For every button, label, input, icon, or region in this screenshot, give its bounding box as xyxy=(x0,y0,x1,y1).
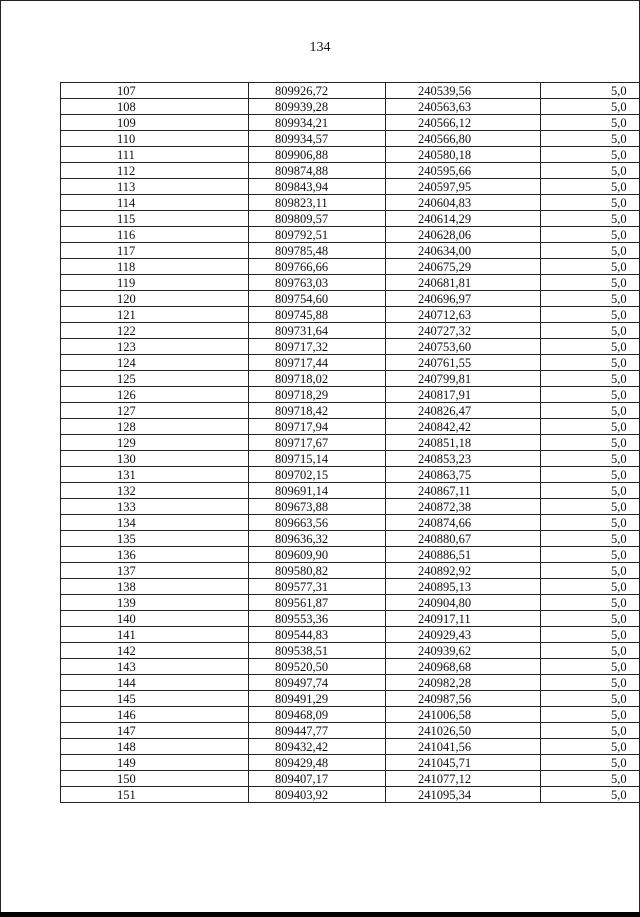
point-number-cell: 135 xyxy=(61,531,249,547)
value-cell: 5,0 xyxy=(541,483,640,499)
y-coordinate-cell: 240614,29 xyxy=(386,211,541,227)
table-row xyxy=(61,531,640,547)
table-row xyxy=(61,691,640,707)
x-coordinate-cell: 809763,03 xyxy=(249,275,386,291)
table-row xyxy=(61,371,640,387)
point-number-cell: 114 xyxy=(61,195,249,211)
x-coordinate-cell: 809792,51 xyxy=(249,227,386,243)
y-coordinate-cell: 240886,51 xyxy=(386,547,541,563)
point-number-cell: 141 xyxy=(61,627,249,643)
point-number-cell: 110 xyxy=(61,131,249,147)
value-cell: 5,0 xyxy=(541,659,640,675)
value-cell: 5,0 xyxy=(541,451,640,467)
y-coordinate-cell: 240539,56 xyxy=(386,83,541,99)
x-coordinate-cell: 809718,02 xyxy=(249,371,386,387)
x-coordinate-cell: 809663,56 xyxy=(249,515,386,531)
y-coordinate-cell: 240872,38 xyxy=(386,499,541,515)
y-coordinate-cell: 240634,00 xyxy=(386,243,541,259)
point-number-cell: 128 xyxy=(61,419,249,435)
y-coordinate-cell: 240917,11 xyxy=(386,611,541,627)
value-cell: 5,0 xyxy=(541,643,640,659)
y-coordinate-cell: 241006,58 xyxy=(386,707,541,723)
table-row xyxy=(61,83,640,99)
point-number-cell: 107 xyxy=(61,83,249,99)
y-coordinate-cell: 240628,06 xyxy=(386,227,541,243)
x-coordinate-cell: 809715,14 xyxy=(249,451,386,467)
x-coordinate-cell: 809491,29 xyxy=(249,691,386,707)
point-number-cell: 120 xyxy=(61,291,249,307)
value-cell: 5,0 xyxy=(541,515,640,531)
value-cell: 5,0 xyxy=(541,419,640,435)
point-number-cell: 126 xyxy=(61,387,249,403)
point-number-cell: 112 xyxy=(61,163,249,179)
x-coordinate-cell: 809717,94 xyxy=(249,419,386,435)
point-number-cell: 143 xyxy=(61,659,249,675)
y-coordinate-cell: 240826,47 xyxy=(386,403,541,419)
value-cell: 5,0 xyxy=(541,723,640,739)
value-cell: 5,0 xyxy=(541,387,640,403)
y-coordinate-cell: 240604,83 xyxy=(386,195,541,211)
y-coordinate-cell: 240712,63 xyxy=(386,307,541,323)
x-coordinate-cell: 809403,92 xyxy=(249,787,386,803)
value-cell: 5,0 xyxy=(541,611,640,627)
value-cell: 5,0 xyxy=(541,195,640,211)
y-coordinate-cell: 240892,92 xyxy=(386,563,541,579)
value-cell: 5,0 xyxy=(541,403,640,419)
x-coordinate-cell: 809497,74 xyxy=(249,675,386,691)
point-number-cell: 133 xyxy=(61,499,249,515)
point-number-cell: 121 xyxy=(61,307,249,323)
x-coordinate-cell: 809429,48 xyxy=(249,755,386,771)
value-cell: 5,0 xyxy=(541,211,640,227)
table-row xyxy=(61,195,640,211)
y-coordinate-cell: 241077,12 xyxy=(386,771,541,787)
y-coordinate-cell: 240727,32 xyxy=(386,323,541,339)
x-coordinate-cell: 809926,72 xyxy=(249,83,386,99)
point-number-cell: 148 xyxy=(61,739,249,755)
point-number-cell: 134 xyxy=(61,515,249,531)
y-coordinate-cell: 240696,97 xyxy=(386,291,541,307)
table-row xyxy=(61,339,640,355)
point-number-cell: 123 xyxy=(61,339,249,355)
point-number-cell: 109 xyxy=(61,115,249,131)
table-row xyxy=(61,499,640,515)
value-cell: 5,0 xyxy=(541,579,640,595)
x-coordinate-cell: 809538,51 xyxy=(249,643,386,659)
point-number-cell: 115 xyxy=(61,211,249,227)
x-coordinate-cell: 809718,42 xyxy=(249,403,386,419)
point-number-cell: 122 xyxy=(61,323,249,339)
value-cell: 5,0 xyxy=(541,595,640,611)
table-row xyxy=(61,403,640,419)
table-row xyxy=(61,227,640,243)
table-row xyxy=(61,115,640,131)
x-coordinate-cell: 809939,28 xyxy=(249,99,386,115)
table-row xyxy=(61,179,640,195)
y-coordinate-cell: 240817,91 xyxy=(386,387,541,403)
x-coordinate-cell: 809874,88 xyxy=(249,163,386,179)
x-coordinate-cell: 809934,21 xyxy=(249,115,386,131)
table-row xyxy=(61,147,640,163)
table-row xyxy=(61,547,640,563)
y-coordinate-cell: 240880,67 xyxy=(386,531,541,547)
y-coordinate-cell: 240939,62 xyxy=(386,643,541,659)
point-number-cell: 147 xyxy=(61,723,249,739)
table-row xyxy=(61,163,640,179)
point-number-cell: 144 xyxy=(61,675,249,691)
value-cell: 5,0 xyxy=(541,355,640,371)
table-row xyxy=(61,323,640,339)
x-coordinate-cell: 809432,42 xyxy=(249,739,386,755)
value-cell: 5,0 xyxy=(541,675,640,691)
value-cell: 5,0 xyxy=(541,707,640,723)
point-number-cell: 131 xyxy=(61,467,249,483)
coordinates-table-body xyxy=(61,83,640,803)
x-coordinate-cell: 809561,87 xyxy=(249,595,386,611)
y-coordinate-cell: 241045,71 xyxy=(386,755,541,771)
value-cell: 5,0 xyxy=(541,563,640,579)
point-number-cell: 127 xyxy=(61,403,249,419)
x-coordinate-cell: 809717,32 xyxy=(249,339,386,355)
point-number-cell: 138 xyxy=(61,579,249,595)
value-cell: 5,0 xyxy=(541,739,640,755)
y-coordinate-cell: 240761,55 xyxy=(386,355,541,371)
table-row xyxy=(61,243,640,259)
point-number-cell: 140 xyxy=(61,611,249,627)
point-number-cell: 119 xyxy=(61,275,249,291)
table-row xyxy=(61,787,640,803)
table-row xyxy=(61,483,640,499)
x-coordinate-cell: 809843,94 xyxy=(249,179,386,195)
value-cell: 5,0 xyxy=(541,179,640,195)
point-number-cell: 137 xyxy=(61,563,249,579)
y-coordinate-cell: 240851,18 xyxy=(386,435,541,451)
y-coordinate-cell: 240566,80 xyxy=(386,131,541,147)
y-coordinate-cell: 240597,95 xyxy=(386,179,541,195)
table-row xyxy=(61,419,640,435)
value-cell: 5,0 xyxy=(541,275,640,291)
value-cell: 5,0 xyxy=(541,83,640,99)
table-row xyxy=(61,307,640,323)
point-number-cell: 108 xyxy=(61,99,249,115)
x-coordinate-cell: 809766,66 xyxy=(249,259,386,275)
x-coordinate-cell: 809702,15 xyxy=(249,467,386,483)
table-row xyxy=(61,275,640,291)
x-coordinate-cell: 809468,09 xyxy=(249,707,386,723)
x-coordinate-cell: 809809,57 xyxy=(249,211,386,227)
point-number-cell: 136 xyxy=(61,547,249,563)
value-cell: 5,0 xyxy=(541,371,640,387)
table-row xyxy=(61,595,640,611)
x-coordinate-cell: 809544,83 xyxy=(249,627,386,643)
table-row xyxy=(61,131,640,147)
value-cell: 5,0 xyxy=(541,547,640,563)
table-row xyxy=(61,643,640,659)
value-cell: 5,0 xyxy=(541,771,640,787)
x-coordinate-cell: 809934,57 xyxy=(249,131,386,147)
y-coordinate-cell: 240895,13 xyxy=(386,579,541,595)
x-coordinate-cell: 809823,11 xyxy=(249,195,386,211)
value-cell: 5,0 xyxy=(541,115,640,131)
x-coordinate-cell: 809520,50 xyxy=(249,659,386,675)
y-coordinate-cell: 241095,34 xyxy=(386,787,541,803)
point-number-cell: 118 xyxy=(61,259,249,275)
table-row xyxy=(61,579,640,595)
point-number-cell: 151 xyxy=(61,787,249,803)
x-coordinate-cell: 809717,44 xyxy=(249,355,386,371)
table-row xyxy=(61,707,640,723)
x-coordinate-cell: 809580,82 xyxy=(249,563,386,579)
y-coordinate-cell: 240675,29 xyxy=(386,259,541,275)
y-coordinate-cell: 240867,11 xyxy=(386,483,541,499)
value-cell: 5,0 xyxy=(541,163,640,179)
y-coordinate-cell: 240874,66 xyxy=(386,515,541,531)
value-cell: 5,0 xyxy=(541,307,640,323)
point-number-cell: 146 xyxy=(61,707,249,723)
table-row xyxy=(61,355,640,371)
y-coordinate-cell: 240982,28 xyxy=(386,675,541,691)
y-coordinate-cell: 240853,23 xyxy=(386,451,541,467)
table-row xyxy=(61,611,640,627)
y-coordinate-cell: 240595,66 xyxy=(386,163,541,179)
point-number-cell: 113 xyxy=(61,179,249,195)
y-coordinate-cell: 240929,43 xyxy=(386,627,541,643)
point-number-cell: 139 xyxy=(61,595,249,611)
point-number-cell: 132 xyxy=(61,483,249,499)
table-row xyxy=(61,451,640,467)
y-coordinate-cell: 241026,50 xyxy=(386,723,541,739)
x-coordinate-cell: 809609,90 xyxy=(249,547,386,563)
table-row xyxy=(61,515,640,531)
value-cell: 5,0 xyxy=(541,787,640,803)
value-cell: 5,0 xyxy=(541,467,640,483)
y-coordinate-cell: 240580,18 xyxy=(386,147,541,163)
table-row xyxy=(61,771,640,787)
point-number-cell: 129 xyxy=(61,435,249,451)
point-number-cell: 124 xyxy=(61,355,249,371)
x-coordinate-cell: 809785,48 xyxy=(249,243,386,259)
value-cell: 5,0 xyxy=(541,147,640,163)
table-row xyxy=(61,99,640,115)
x-coordinate-cell: 809754,60 xyxy=(249,291,386,307)
y-coordinate-cell: 240753,60 xyxy=(386,339,541,355)
table-row xyxy=(61,387,640,403)
point-number-cell: 125 xyxy=(61,371,249,387)
x-coordinate-cell: 809577,31 xyxy=(249,579,386,595)
table-row xyxy=(61,291,640,307)
x-coordinate-cell: 809691,14 xyxy=(249,483,386,499)
y-coordinate-cell: 240566,12 xyxy=(386,115,541,131)
point-number-cell: 116 xyxy=(61,227,249,243)
x-coordinate-cell: 809731,64 xyxy=(249,323,386,339)
page-number: 134 xyxy=(309,40,331,55)
y-coordinate-cell: 240904,80 xyxy=(386,595,541,611)
point-number-cell: 150 xyxy=(61,771,249,787)
table-row xyxy=(61,755,640,771)
x-coordinate-cell: 809447,77 xyxy=(249,723,386,739)
table-row xyxy=(61,563,640,579)
point-number-cell: 149 xyxy=(61,755,249,771)
point-number-cell: 142 xyxy=(61,643,249,659)
y-coordinate-cell: 240863,75 xyxy=(386,467,541,483)
value-cell: 5,0 xyxy=(541,131,640,147)
point-number-cell: 145 xyxy=(61,691,249,707)
y-coordinate-cell: 240842,42 xyxy=(386,419,541,435)
point-number-cell: 117 xyxy=(61,243,249,259)
table-row xyxy=(61,659,640,675)
value-cell: 5,0 xyxy=(541,259,640,275)
value-cell: 5,0 xyxy=(541,291,640,307)
point-number-cell: 111 xyxy=(61,147,249,163)
table-row xyxy=(61,739,640,755)
coordinates-table xyxy=(60,82,640,803)
value-cell: 5,0 xyxy=(541,531,640,547)
x-coordinate-cell: 809407,17 xyxy=(249,771,386,787)
value-cell: 5,0 xyxy=(541,691,640,707)
y-coordinate-cell: 241041,56 xyxy=(386,739,541,755)
y-coordinate-cell: 240968,68 xyxy=(386,659,541,675)
x-coordinate-cell: 809673,88 xyxy=(249,499,386,515)
page-bottom-edge xyxy=(0,912,640,917)
value-cell: 5,0 xyxy=(541,243,640,259)
value-cell: 5,0 xyxy=(541,99,640,115)
x-coordinate-cell: 809906,88 xyxy=(249,147,386,163)
value-cell: 5,0 xyxy=(541,323,640,339)
table-row xyxy=(61,211,640,227)
value-cell: 5,0 xyxy=(541,435,640,451)
x-coordinate-cell: 809553,36 xyxy=(249,611,386,627)
table-row xyxy=(61,435,640,451)
table-row xyxy=(61,467,640,483)
y-coordinate-cell: 240799,81 xyxy=(386,371,541,387)
y-coordinate-cell: 240563,63 xyxy=(386,99,541,115)
table-row xyxy=(61,723,640,739)
x-coordinate-cell: 809636,32 xyxy=(249,531,386,547)
point-number-cell: 130 xyxy=(61,451,249,467)
value-cell: 5,0 xyxy=(541,339,640,355)
x-coordinate-cell: 809745,88 xyxy=(249,307,386,323)
x-coordinate-cell: 809718,29 xyxy=(249,387,386,403)
table-row xyxy=(61,627,640,643)
y-coordinate-cell: 240681,81 xyxy=(386,275,541,291)
value-cell: 5,0 xyxy=(541,627,640,643)
value-cell: 5,0 xyxy=(541,227,640,243)
value-cell: 5,0 xyxy=(541,499,640,515)
x-coordinate-cell: 809717,67 xyxy=(249,435,386,451)
value-cell: 5,0 xyxy=(541,755,640,771)
y-coordinate-cell: 240987,56 xyxy=(386,691,541,707)
table-row xyxy=(61,675,640,691)
table-row xyxy=(61,259,640,275)
